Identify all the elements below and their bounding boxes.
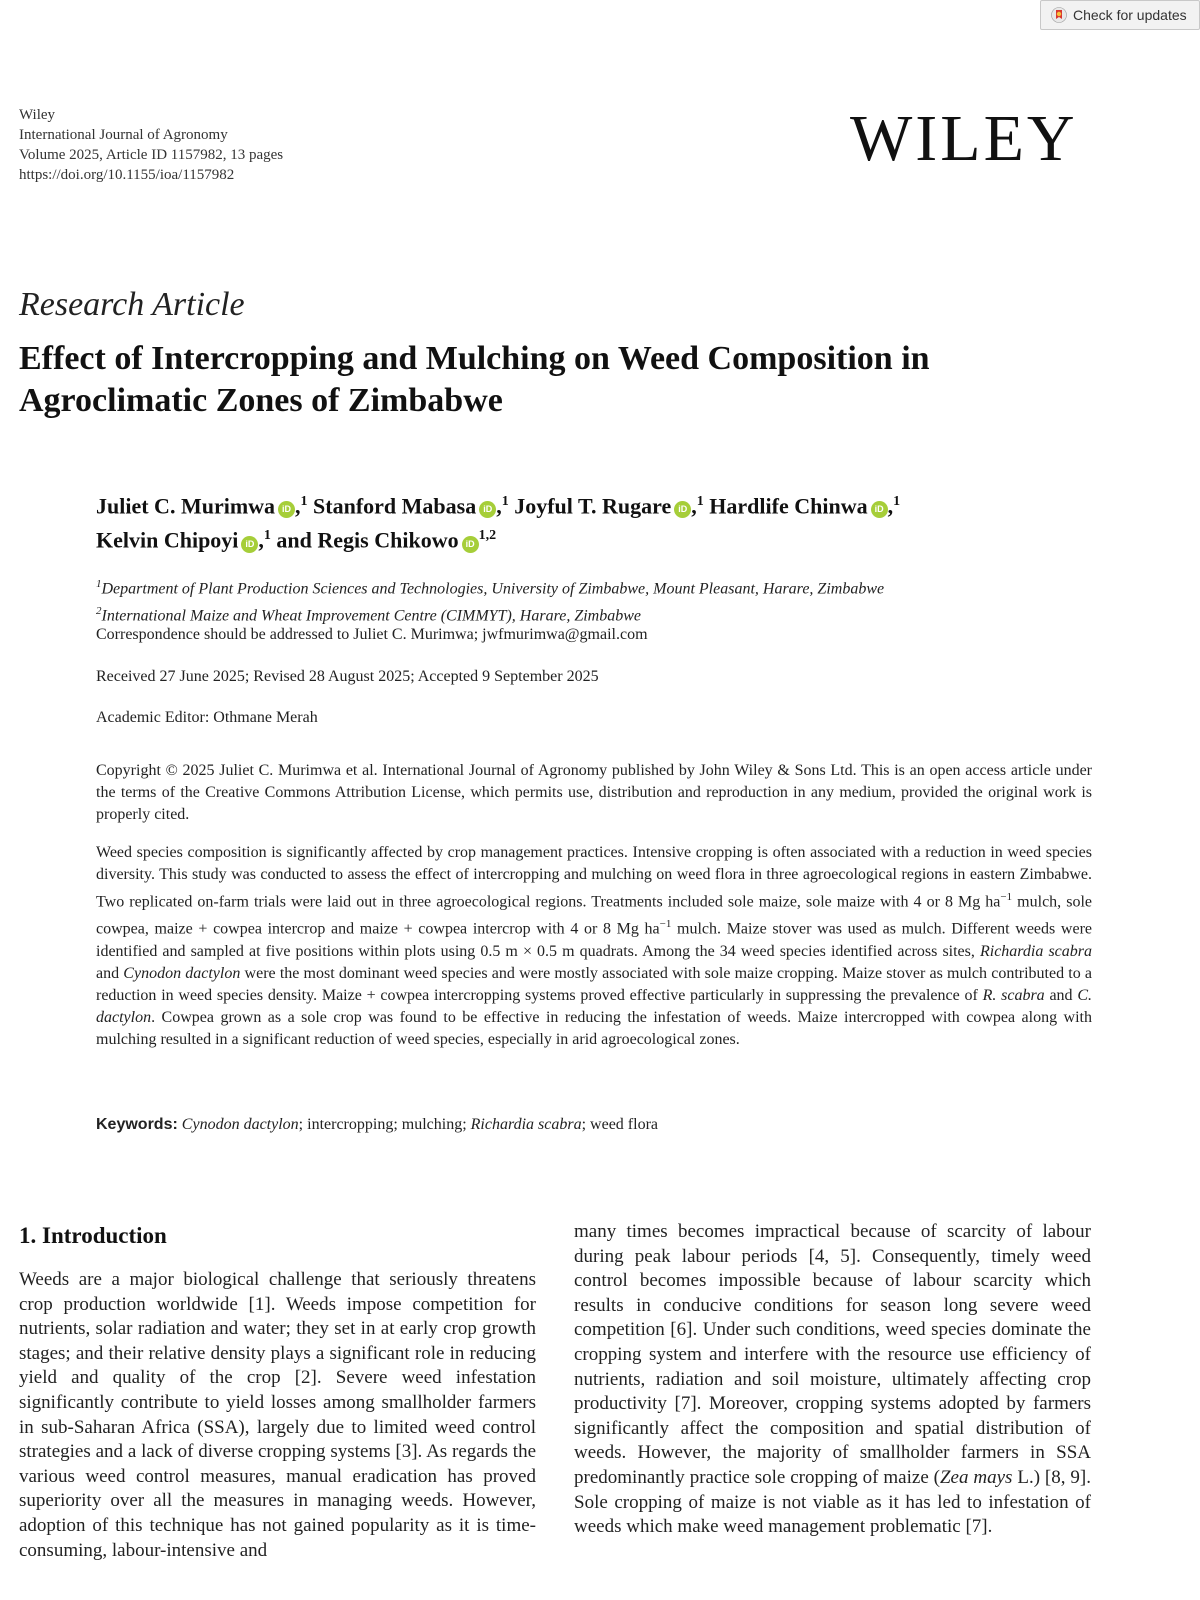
publisher: Wiley xyxy=(19,107,56,123)
keywords-label: Keywords: xyxy=(96,1116,178,1133)
author-name[interactable]: Hardlife Chinwa xyxy=(709,493,868,519)
copyright-notice: Copyright © 2025 Juliet C. Murimwa et al. International Journal of Agronomy published by John Wiley & Sons Ltd. This is an open access article under the terms of the Creative Commons Attribution License, which permits use, distribution and reproduction in any medium, provided the original work is properly cited. xyxy=(96,762,1092,823)
author-name[interactable]: Juliet C. Murimwa xyxy=(96,493,276,519)
author-affil-num: 1 xyxy=(696,494,704,509)
journal-meta xyxy=(19,105,283,185)
author-affil-num: 1 xyxy=(263,528,271,544)
author-list: Juliet C. Murimwa iD ,$^1$ Stanford Mabasa iD ,$^1$ Joyful T. Rugare iD ,$^1$ Hardlife Chinwa iD ,$^1$ Kelvin Chipoyi iD ,$^1$ and Regis Chikowo iD$^{1,2}$ xyxy=(96,493,901,553)
author-affil-num: 1 xyxy=(893,494,901,509)
author-name[interactable]: Joyful T. Rugare xyxy=(514,493,672,519)
academic-editor: Academic Editor: Othmane Merah xyxy=(96,709,318,726)
check-updates-icon xyxy=(1051,7,1067,23)
journal-name: International Journal of Agronomy xyxy=(19,127,228,143)
body-column-left: Weeds are a major biological challenge that seriously threatens crop production worldwide [1]. Weeds impose competition for nutrients, solar radiation and water; they set in at early crop growth stages; and their relative density plays a significant role in reducing yield and quality of the crop [2]. Severe weed infestation significantly contribute to yield losses among smallholder farmers in sub-Saharan Africa (SSA), largely due to limited weed control strategies and a lack of diverse cropping systems [3]. As regards the various weed control measures, manual eradication has proved superiority over all the measures in managing weeds. However, adoption of this technique has not gained popularity as it is time-consuming, labour-intensive and xyxy=(19,1269,536,1561)
orcid-icon[interactable]: iD xyxy=(278,501,295,518)
section-heading: 1. Introduction xyxy=(19,1223,167,1248)
correspondence: Correspondence should be addressed to Juliet C. Murimwa; jwfmurimwa@gmail.com xyxy=(96,626,648,643)
body-column-right: many times becomes impractical because of scarcity of labour during peak labour periods [4, 5]. Consequently, timely weed control becomes impossible because of labour scarcity which results in conducive conditions for season long severe weed competition [6]. Under such conditions, weed species dominate the cropping system and interfere with the resource use efficiency of nutrients, radiation and soil moisture, ultimately affecting crop productivity [7]. Moreover, cropping systems adopted by farmers significantly affect the composition and spatial distribution of weeds. However, the majority of smallholder farmers in SSA predominantly practice sole cropping of maize (Zea mays L.) [8, 9]. Sole cropping of maize is not viable as it has led to infestation of weeds which make weed management problematic [7]. xyxy=(574,1221,1091,1538)
article-dates: Received 27 June 2025; Revised 28 August 2025; Accepted 9 September 2025 xyxy=(96,668,599,685)
orcid-icon[interactable]: iD xyxy=(241,536,258,553)
orcid-icon[interactable]: iD xyxy=(479,501,496,518)
orcid-icon[interactable]: iD xyxy=(674,501,691,518)
wiley-logo: WILEY xyxy=(850,102,1078,175)
author-name[interactable]: Regis Chikowo xyxy=(317,527,459,553)
author-affil-num: 1,2 xyxy=(478,528,497,544)
check-for-updates-label: Check for updates xyxy=(1073,7,1187,23)
article-type: Research Article xyxy=(19,286,245,323)
author-affil-num: 1 xyxy=(300,494,308,509)
doi-link[interactable]: https://doi.org/10.1155/ioa/1157982 xyxy=(19,167,235,183)
check-for-updates-button[interactable] xyxy=(1040,0,1200,30)
affiliations xyxy=(96,573,1106,628)
article-title: Effect of Intercropping and Mulching on Weed Composition in Agroclimatic Zones of Zimbabwe xyxy=(19,340,930,419)
author-name[interactable]: Kelvin Chipoyi xyxy=(96,527,239,553)
abstract: Weed species composition is significantly affected by crop management practices. Intensive cropping is often associated with a reduction in weed species diversity. This study was conducted to assess the effect of intercropping and mulching on weed flora in three agroecological regions in eastern Zimbabwe. Two replicated on-farm trials were laid out in three agroecological regions. Treatments included sole maize, sole maize with 4 or 8 Mg $ha^{-1}$ mulch, sole cowpea, maize + cowpea intercrop and maize + cowpea intercrop with 4 or 8 Mg $ha^{-1}$ mulch. Maize stover was used as mulch. Different weeds were identified and sampled at five positions within plots using 0.5 m × 0.5 m quadrats. Among the 34 weed species identified across sites, Richardia scabra and Cynodon dactylon were the most dominant weed species and were mostly associated with sole maize cropping. Maize stover as mulch contributed to a reduction in weed species density. Maize + cowpea intercropping systems proved effective particularly in suppressing the prevalence of R. scabra and C. dactylon. Cowpea grown as a sole crop was found to be effective in reducing the infestation of weeds. Maize intercropped with cowpea along with mulching resulted in a significant reduction of weed species, especially in arid agroecological zones. xyxy=(96,844,1093,1048)
keywords: Keywords: Cynodon dactylon; intercropping; mulching; Richardia scabra; weed flora xyxy=(96,1116,658,1133)
orcid-icon[interactable]: iD xyxy=(462,536,479,553)
author-name[interactable]: Stanford Mabasa xyxy=(313,493,477,519)
volume-info: Volume 2025, Article ID 1157982, 13 pages xyxy=(19,147,284,163)
affiliation-2: $^2$International Maize and Wheat Improvement Centre (CIMMYT), Harare, Zimbabwe xyxy=(96,605,641,625)
orcid-icon[interactable]: iD xyxy=(871,501,888,518)
author-affil-num: 1 xyxy=(501,494,509,509)
author-and: and xyxy=(276,527,312,553)
affiliation-1: $^1$Department of Plant Production Sciences and Technologies, University of Zimbabwe, Mount Pleasant, Harare, Zimbabwe xyxy=(96,578,885,598)
